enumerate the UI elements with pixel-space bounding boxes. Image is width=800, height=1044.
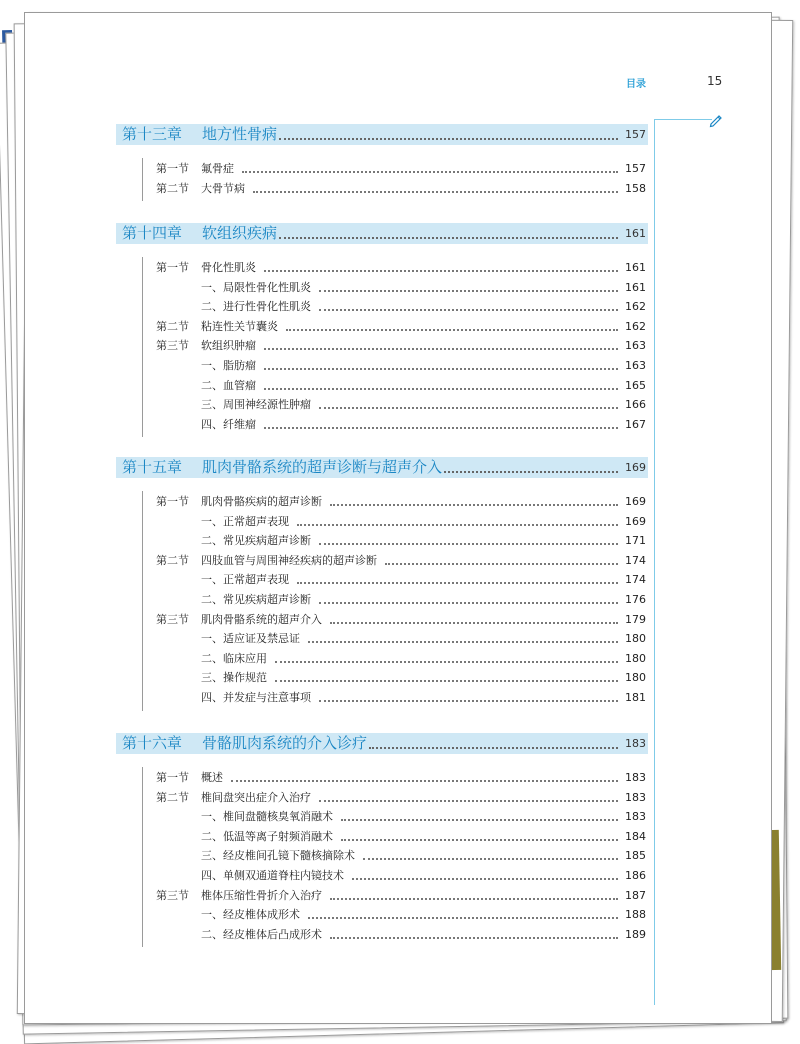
subsection-title: 二、经皮椎体后凸成形术 — [201, 927, 322, 941]
section-title: 氟骨症 — [201, 162, 234, 175]
entry-page-number: 188 — [625, 908, 646, 922]
dot-leader — [297, 582, 618, 584]
subsection-title: 三、操作规范 — [201, 671, 267, 685]
dot-leader — [341, 839, 618, 841]
entry-page-number: 161 — [625, 261, 646, 274]
section-title: 四肢血管与周围神经疾病的超声诊断 — [201, 553, 377, 567]
toc-entry — [0, 279, 660, 297]
entry-page-number: 161 — [625, 280, 646, 294]
dot-leader — [231, 780, 618, 782]
subsection-title: 一、脂肪瘤 — [201, 359, 256, 372]
chapter-number: 第十三章 — [122, 125, 183, 143]
dot-leader — [363, 858, 618, 860]
section-number: 第三节 — [156, 612, 189, 626]
subsection-title: 一、椎间盘髓核臭氧消融术 — [201, 810, 333, 824]
section-title: 骨化性肌炎 — [201, 261, 256, 274]
subsection-title: 二、常见疾病超声诊断 — [201, 534, 311, 548]
chapter-page-number: 161 — [625, 227, 646, 240]
section-number: 第三节 — [156, 339, 189, 353]
subsection-title: 四、并发症与注意事项 — [201, 691, 311, 704]
subsection-title: 一、局限性骨化性肌炎 — [201, 280, 311, 294]
subsection-title: 二、临床应用 — [201, 651, 267, 665]
section-title: 粘连性关节囊炎 — [201, 319, 278, 333]
entry-page-number: 167 — [625, 417, 646, 431]
chapter-heading — [116, 124, 648, 145]
toc-entry — [0, 887, 660, 905]
chapter-title: 肌肉骨骼系统的超声诊断与超声介入 — [202, 458, 443, 476]
toc-entry — [0, 926, 660, 944]
section-number: 第二节 — [156, 181, 189, 195]
entry-page-number: 157 — [625, 162, 646, 175]
dot-leader — [264, 270, 618, 272]
dot-leader — [279, 138, 618, 140]
toc-entry — [0, 416, 660, 434]
section-title: 肌肉骨骼疾病的超声诊断 — [201, 495, 322, 508]
toc-entry — [0, 867, 660, 885]
toc-entry — [0, 689, 660, 707]
entry-page-number: 162 — [625, 300, 646, 314]
dot-leader — [264, 368, 618, 370]
entry-page-number: 171 — [625, 534, 646, 548]
entry-page-number: 184 — [625, 829, 646, 843]
entry-page-number: 180 — [625, 651, 646, 665]
section-title: 椎间盘突出症介入治疗 — [201, 790, 311, 804]
toc-entry — [0, 769, 660, 787]
chapter-heading — [116, 457, 648, 478]
section-title: 大骨节病 — [201, 181, 245, 195]
chapter-heading — [116, 223, 648, 244]
toc-entry — [0, 318, 660, 336]
dot-leader — [319, 700, 618, 702]
dot-leader — [264, 348, 618, 350]
section-title: 软组织肿瘤 — [201, 339, 256, 353]
subsection-title: 一、正常超声表现 — [201, 573, 289, 587]
toc-entry — [0, 591, 660, 609]
dot-leader — [330, 937, 618, 939]
toc-entry — [0, 298, 660, 316]
section-number: 第一节 — [156, 495, 189, 508]
dot-leader — [341, 819, 618, 821]
toc-entry — [0, 377, 660, 395]
chapter-title: 软组织疾病 — [202, 224, 278, 242]
dot-leader — [275, 680, 618, 682]
dot-leader — [385, 563, 618, 565]
subsection-title: 二、进行性骨化性肌炎 — [201, 300, 311, 314]
dot-leader — [279, 237, 618, 239]
chapter-title: 骨骼肌肉系统的介入诊疗 — [202, 734, 368, 752]
section-number: 第二节 — [156, 790, 189, 804]
entry-page-number: 180 — [625, 671, 646, 685]
entry-page-number: 163 — [625, 339, 646, 353]
chapter-number: 第十五章 — [122, 458, 183, 476]
entry-page-number: 186 — [625, 869, 646, 882]
subsection-title: 二、常见疾病超声诊断 — [201, 593, 311, 606]
entry-page-number: 158 — [625, 181, 646, 195]
dot-leader — [319, 290, 618, 292]
toc-entry — [0, 789, 660, 807]
entry-page-number: 169 — [625, 495, 646, 508]
chapter-number: 第十四章 — [122, 224, 183, 242]
running-header-section: 目录 — [626, 79, 646, 90]
dot-leader — [444, 471, 618, 473]
dot-leader — [330, 898, 618, 900]
toc-entry — [0, 396, 660, 414]
toc-entry — [0, 828, 660, 846]
entry-page-number: 189 — [625, 927, 646, 941]
dot-leader — [264, 427, 618, 429]
toc-entry — [0, 337, 660, 355]
dot-leader — [369, 747, 618, 749]
margin-frame-top — [654, 119, 712, 120]
section-title: 椎体压缩性骨折介入治疗 — [201, 888, 322, 902]
entry-page-number: 181 — [625, 691, 646, 704]
dot-leader — [275, 661, 618, 663]
toc-entry — [0, 180, 660, 198]
subsection-title: 一、经皮椎体成形术 — [201, 908, 300, 922]
entry-page-number: 174 — [625, 573, 646, 587]
dot-leader — [253, 191, 618, 193]
toc-entry — [0, 847, 660, 865]
dot-leader — [286, 329, 618, 331]
toc-entry — [0, 552, 660, 570]
toc-entry — [0, 259, 660, 277]
entry-page-number: 183 — [625, 790, 646, 804]
chapter-heading — [116, 733, 648, 754]
section-number: 第一节 — [156, 771, 189, 784]
subsection-title: 一、适应证及禁忌证 — [201, 632, 300, 646]
dot-leader — [308, 641, 618, 643]
dot-leader — [242, 171, 618, 173]
toc-entry — [0, 357, 660, 375]
subsection-title: 二、低温等离子射频消融术 — [201, 829, 333, 843]
toc-entry — [0, 808, 660, 826]
entry-page-number: 183 — [625, 771, 646, 784]
toc-entry — [0, 650, 660, 668]
entry-page-number: 163 — [625, 359, 646, 372]
dot-leader — [330, 622, 618, 624]
toc-entry — [0, 160, 660, 178]
toc-entry — [0, 906, 660, 924]
toc-entry — [0, 611, 660, 629]
chapter-title: 地方性骨病 — [202, 125, 278, 143]
section-title: 概述 — [201, 771, 223, 784]
dot-leader — [264, 388, 618, 390]
entry-page-number: 176 — [625, 593, 646, 606]
toc-entry — [0, 571, 660, 589]
toc-entry — [0, 493, 660, 511]
entry-page-number: 162 — [625, 319, 646, 333]
toc-entry — [0, 532, 660, 550]
toc-entry — [0, 630, 660, 648]
dot-leader — [330, 504, 618, 506]
entry-page-number: 166 — [625, 398, 646, 412]
running-header-page-number: 15 — [707, 74, 723, 88]
subsection-title: 一、正常超声表现 — [201, 514, 289, 528]
subsection-title: 四、单侧双通道脊柱内镜技术 — [201, 869, 344, 882]
section-number: 第一节 — [156, 162, 189, 175]
dot-leader — [297, 524, 618, 526]
chapter-page-number: 157 — [625, 128, 646, 141]
chapter-number: 第十六章 — [122, 734, 183, 752]
pen-icon — [708, 112, 724, 128]
dot-leader — [319, 800, 618, 802]
section-number: 第一节 — [156, 261, 189, 274]
subsection-title: 三、经皮椎间孔镜下髓核摘除术 — [201, 849, 355, 863]
dot-leader — [319, 309, 618, 311]
dot-leader — [319, 602, 618, 604]
subsection-title: 四、纤维瘤 — [201, 417, 256, 431]
chapter-page-number: 183 — [625, 737, 646, 750]
section-number: 第二节 — [156, 319, 189, 333]
dot-leader — [319, 543, 618, 545]
subsection-title: 二、血管瘤 — [201, 378, 256, 392]
entry-page-number: 187 — [625, 888, 646, 902]
toc-entry — [0, 669, 660, 687]
section-number: 第二节 — [156, 553, 189, 567]
subsection-title: 三、周围神经源性肿瘤 — [201, 398, 311, 412]
chapter-page-number: 169 — [625, 461, 646, 474]
entry-page-number: 179 — [625, 612, 646, 626]
section-number: 第三节 — [156, 888, 189, 902]
dot-leader — [308, 917, 618, 919]
entry-page-number: 185 — [625, 849, 646, 863]
entry-page-number: 165 — [625, 378, 646, 392]
section-title: 肌肉骨骼系统的超声介入 — [201, 612, 322, 626]
entry-page-number: 169 — [625, 514, 646, 528]
toc-entry — [0, 513, 660, 531]
dot-leader — [319, 407, 618, 409]
dot-leader — [352, 878, 618, 880]
entry-page-number: 180 — [625, 632, 646, 646]
entry-page-number: 174 — [625, 553, 646, 567]
entry-page-number: 183 — [625, 810, 646, 824]
